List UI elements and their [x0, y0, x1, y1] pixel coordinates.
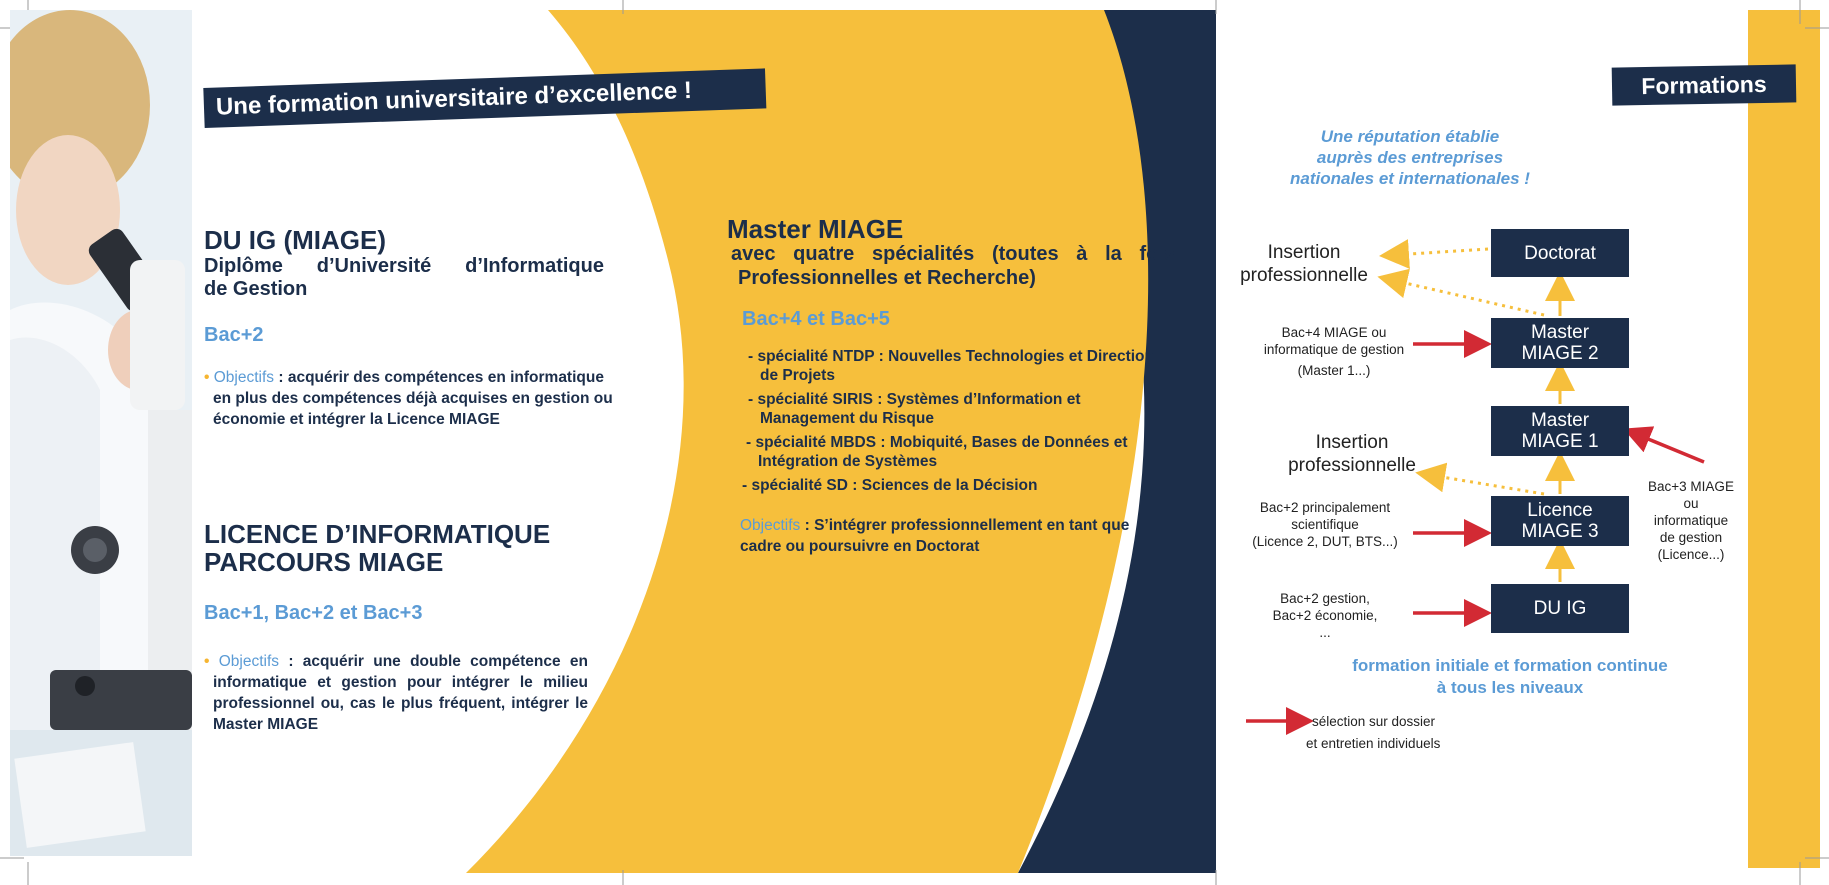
insertion-top — [1234, 241, 1374, 287]
master-subtitle-line2: Professionnelles et Recherche) — [738, 267, 1036, 289]
box-m2-line2: MIAGE 2 — [1521, 343, 1599, 364]
insertion-top-line2: professionnelle — [1240, 265, 1368, 286]
note-bac2-sci-line3: (Licence 2, DUT, BTS...) — [1252, 534, 1398, 549]
note-bac4-line1: Bac+4 MIAGE ou — [1281, 325, 1387, 340]
spec-ntdp-line2: de Projets — [760, 367, 835, 384]
master-level: Bac+4 et Bac+5 — [742, 308, 890, 330]
insertion-mid-line2: professionnelle — [1288, 455, 1416, 476]
master-obj-line1: : S’intégrer professionnellement en tant que — [800, 517, 1130, 534]
du-obj-line3: économie et intégrer la Licence MIAGE — [213, 411, 500, 428]
note-bac3-line4: de gestion — [1659, 530, 1723, 545]
spec-mbds-line1: - spécialité MBDS : Mobiquité, Bases de Données et — [746, 434, 1128, 451]
master-spec-sd: - spécialité SD : Sciences de la Décision — [742, 477, 1038, 494]
du-obj-line1: : acquérir des compétences en informatique — [274, 369, 604, 386]
note-bac2g-line2: Bac+2 économie, — [1272, 608, 1378, 623]
master-title: Master MIAGE — [727, 214, 904, 244]
master-obj-line2: cadre ou poursuivre en Doctorat — [740, 538, 980, 555]
excellence-banner: Une formation universitaire d’excellence ! — [203, 68, 766, 128]
note-bac2g-line3: ... — [1319, 625, 1331, 640]
box-doctorat — [1491, 229, 1629, 277]
reputation-line1: Une réputation établie — [1320, 127, 1500, 146]
reputation-line2: auprès des entreprises — [1316, 148, 1504, 167]
du-subtitle-line2: de Gestion — [204, 278, 308, 300]
licence-obj-line2: informatique et gestion pour intégrer le milieu — [213, 674, 588, 691]
box-doctorat-label: Doctorat — [1524, 242, 1596, 264]
insertion-mid-line1: Insertion — [1315, 432, 1389, 453]
note-bac4-line3: (Master 1...) — [1297, 363, 1371, 378]
box-l3-line2: MIAGE 3 — [1521, 521, 1599, 542]
note-bac2-gestion — [1250, 590, 1400, 641]
spec-siris-line2: Management du Risque — [760, 410, 934, 427]
insertion-top-line1: Insertion — [1267, 242, 1341, 263]
box-m1-line2: MIAGE 1 — [1521, 431, 1599, 452]
objectives-label: Objectifs — [740, 517, 801, 534]
note-bac2-sci-line1: Bac+2 principalement — [1259, 500, 1391, 515]
box-m2-line1: Master — [1530, 322, 1590, 343]
du-obj-line2: en plus des compétences déjà acquises en gestion ou — [213, 390, 613, 407]
box-m1-line1: Master — [1530, 410, 1590, 431]
du-level: Bac+2 — [204, 324, 264, 346]
note-bac3-line2: ou — [1683, 496, 1699, 511]
box-licence-miage-3 — [1491, 496, 1629, 546]
licence-level: Bac+1, Bac+2 et Bac+3 — [204, 602, 423, 624]
note-bac3-line1: Bac+3 MIAGE — [1648, 479, 1734, 494]
formations-banner: Formations — [1612, 64, 1797, 105]
note-bac4 — [1254, 324, 1414, 379]
bullet-dot: • — [204, 369, 210, 386]
box-du-ig-label: DU IG — [1533, 598, 1587, 619]
spec-mbds-line2: Intégration de Systèmes — [758, 453, 938, 470]
licence-obj-line3: professionnel ou, cas le plus fréquent, intégrer le — [213, 695, 588, 712]
licence-title-line2: PARCOURS MIAGE — [204, 547, 444, 577]
note-bac3 — [1636, 478, 1746, 563]
licence-obj-line4: Master MIAGE — [213, 716, 319, 733]
spec-ntdp-line1: - spécialité NTDP : Nouvelles Technologies et Direction — [748, 348, 1154, 365]
spec-siris-line1: - spécialité SIRIS : Systèmes d’Information et — [748, 391, 1081, 408]
box-l3-line1: Licence — [1527, 500, 1593, 521]
formation-note-line1: formation initiale et formation continue — [1352, 656, 1668, 675]
box-master-miage-2 — [1491, 318, 1629, 368]
note-bac2-sci-line2: scientifique — [1291, 517, 1359, 532]
master-subtitle-line1: avec quatre spécialités (toutes à la fois — [731, 243, 1175, 265]
note-bac3-line5: (Licence...) — [1657, 547, 1725, 562]
note-bac2g-line1: Bac+2 gestion, — [1280, 591, 1370, 606]
licence-obj-line1: : acquérir une double compétence en — [279, 653, 589, 670]
box-du-ig — [1491, 584, 1629, 633]
du-title: DU IG (MIAGE) — [204, 225, 386, 255]
legend-line1: sélection sur dossier — [1312, 714, 1436, 729]
bullet-dot: • — [204, 653, 210, 670]
legend-line2: et entretien individuels — [1306, 736, 1441, 751]
du-subtitle-line1: Diplôme d’Université d’Informatique — [204, 255, 604, 277]
note-bac3-line3: informatique — [1653, 513, 1729, 528]
note-bac2-sci — [1240, 499, 1410, 550]
licence-title-line1: LICENCE D’INFORMATIQUE — [204, 519, 551, 549]
objectives-label: Objectifs — [218, 653, 280, 670]
formation-note — [1300, 655, 1720, 699]
objectives-label: Objectifs — [213, 369, 275, 386]
note-bac4-line2: informatique de gestion — [1263, 342, 1405, 357]
insertion-mid — [1282, 431, 1422, 477]
legend-selection — [1306, 711, 1440, 755]
box-master-miage-1 — [1491, 406, 1629, 456]
reputation-line3: nationales et internationales ! — [1290, 169, 1530, 188]
formation-note-line2: à tous les niveaux — [1436, 678, 1584, 697]
